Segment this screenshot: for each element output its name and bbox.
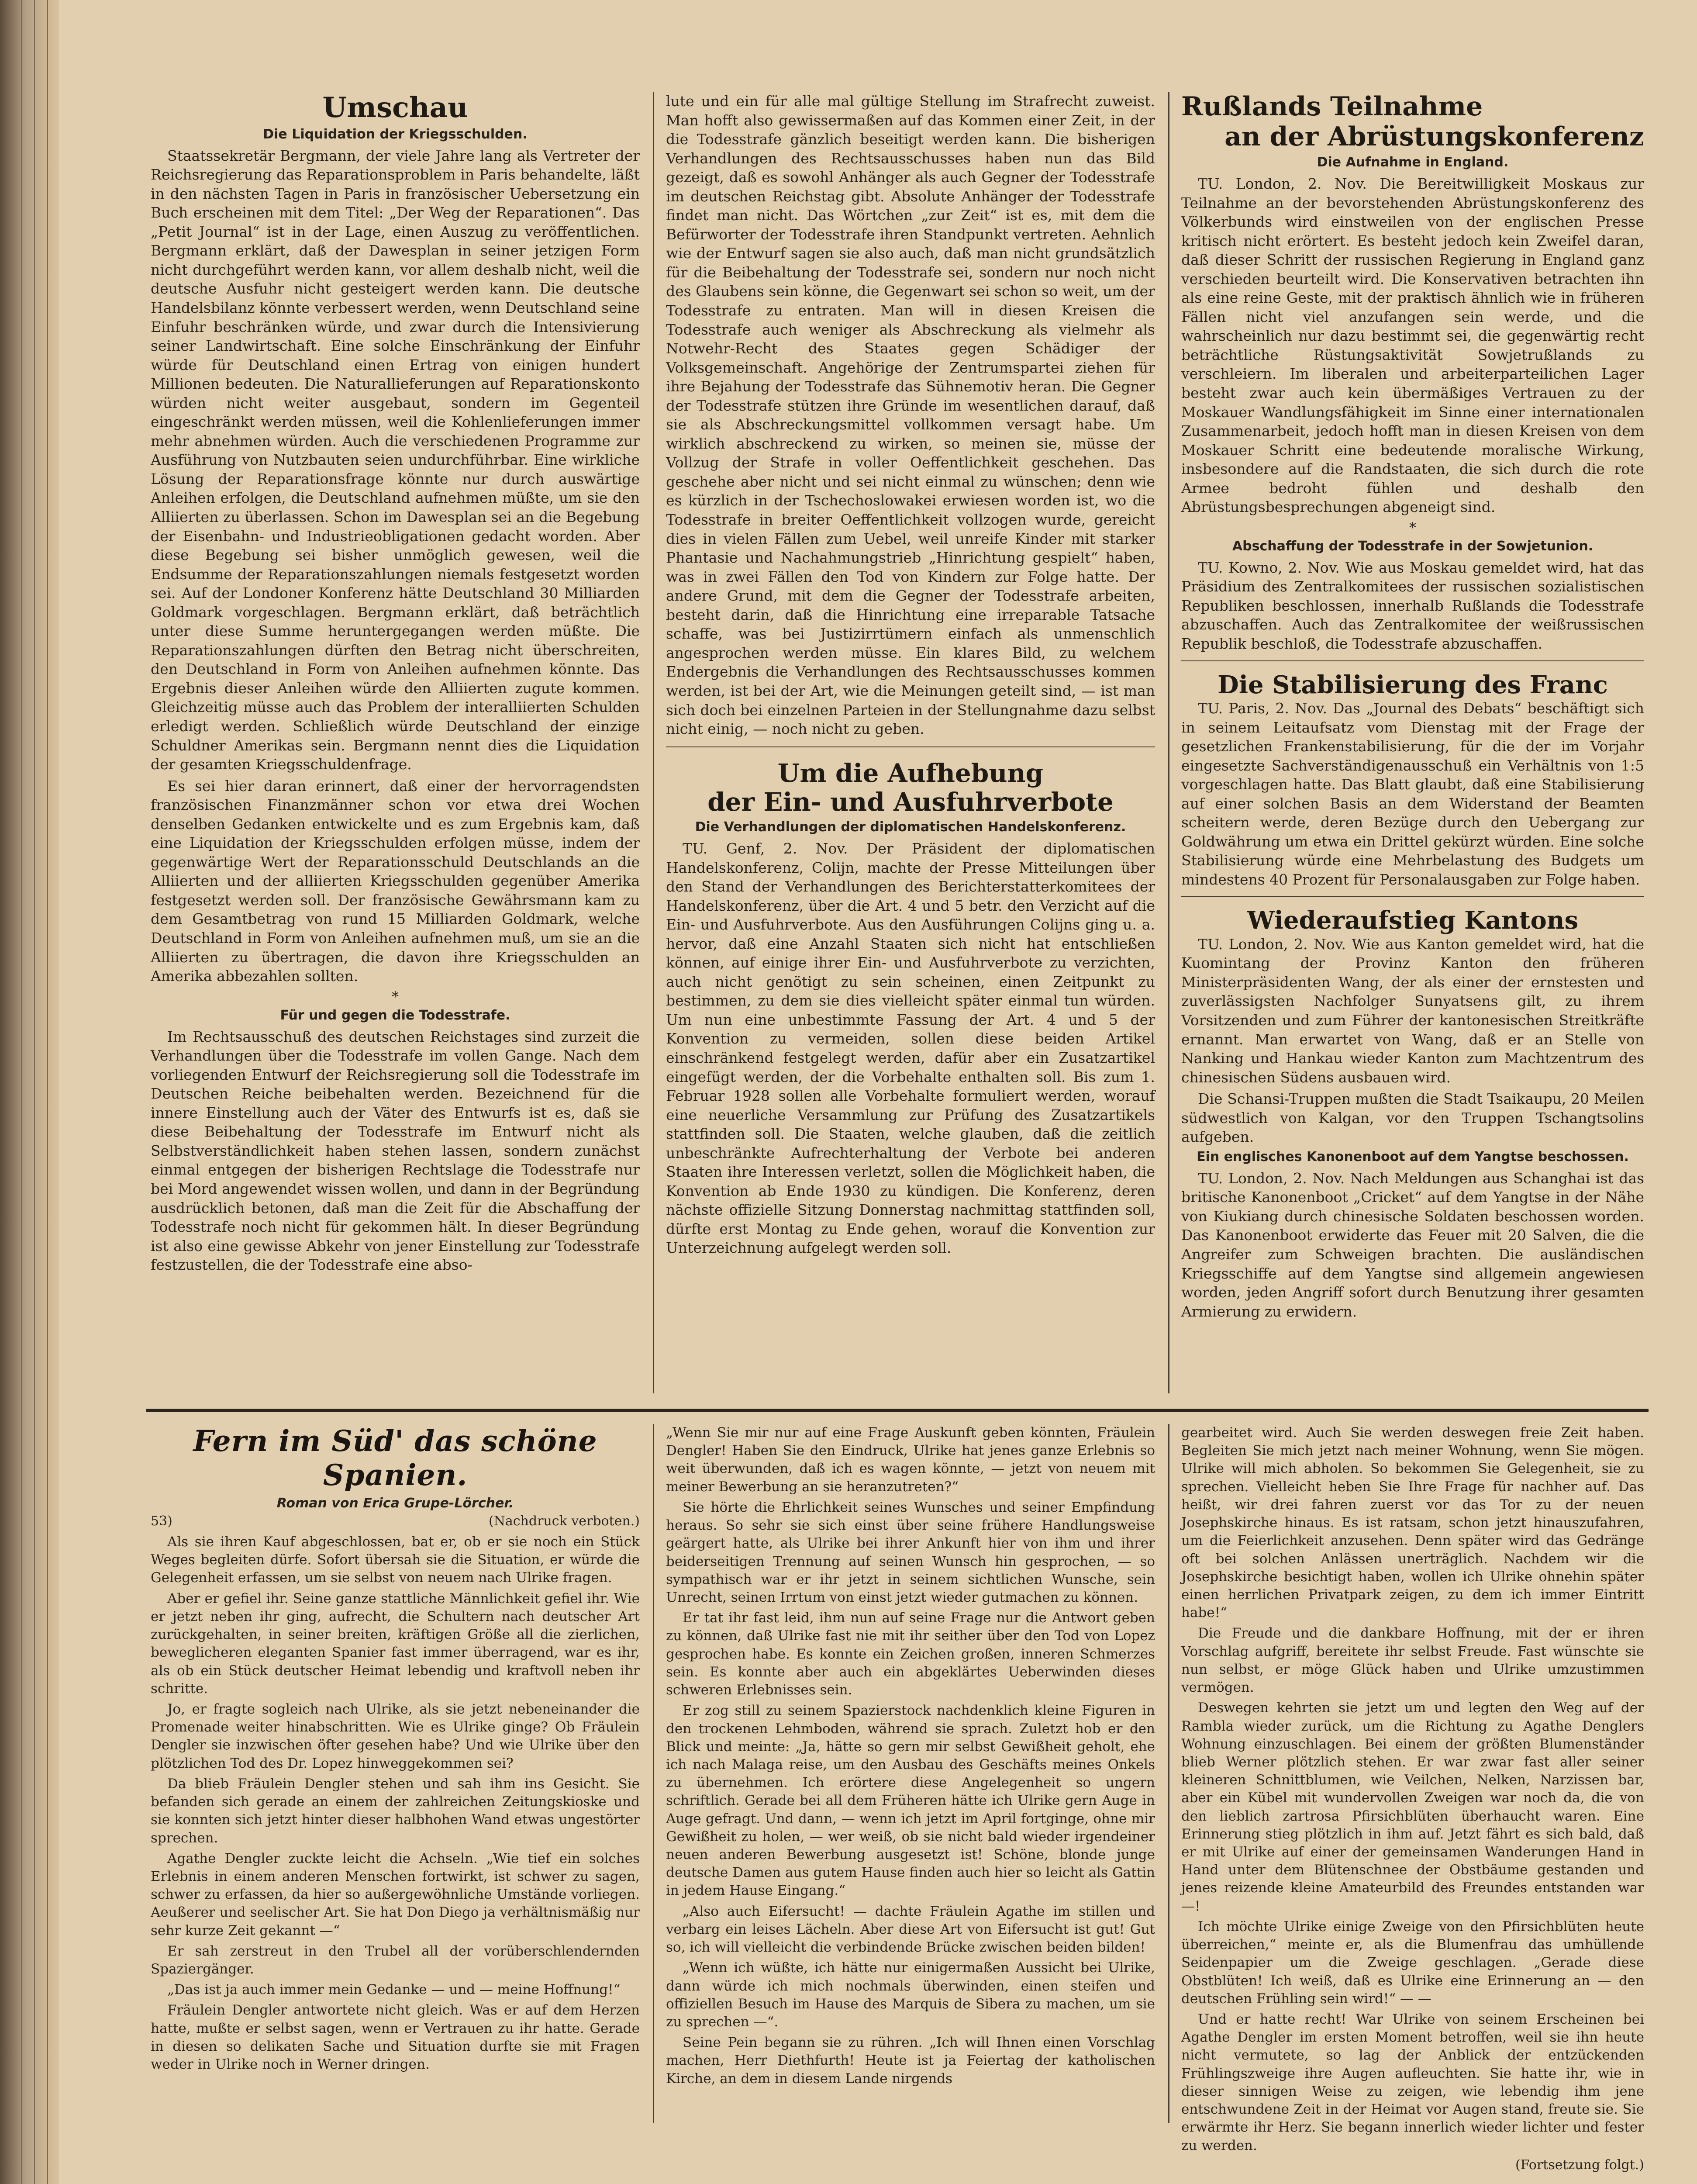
article-paragraph: Die Schansi-Truppen mußten die Stadt Tsaikaupu, 20 Meilen südwestlich von Kalgan, vor den Truppen Tschangtsolins aufgeben. xyxy=(1181,1090,1644,1146)
column-roman-3 xyxy=(1181,1424,1644,2173)
column-rule xyxy=(653,1424,654,2123)
column-umschau xyxy=(151,92,640,1402)
roman-paragraph: „Also auch Eifersucht! — dachte Fräulein Agathe im stillen und verbarg ein leises Lächeln. Aber diese Art von Eifersucht ist gut! Gut so, ich will vielleicht die verbindende Brücke zwischen beiden bilden! xyxy=(666,1903,1155,1956)
page-edge xyxy=(34,0,35,2184)
headline-ausfuhrverbote-line1: Um die Aufhebung xyxy=(777,758,1044,788)
subheadline-england: Die Aufnahme in England. xyxy=(1317,155,1509,170)
section-rule xyxy=(1181,660,1644,661)
page-edge xyxy=(47,0,48,2184)
roman-paragraph: Fräulein Dengler antwortete nicht gleich. Was er auf dem Herzen hatte, mußte er selbst sagen, wenn er Vertrauen zu ihr hatte. Gerade in diesen so delikaten Sache und Situation durfte sie mit Fragen weder in Ulrike noch in Werner dringen. xyxy=(151,2002,640,2073)
roman-paragraph: gearbeitet wird. Auch Sie werden deswegen freie Zeit haben. Begleiten Sie mich jetzt nach meiner Wohnung, wenn Sie mögen. Ulrike will mich abholen. So bekommen Sie Gelegenheit, sie zu sprechen. Vielleicht heben Sie Ihre Frage für nachher auf. Das heißt, wir drei fahren zuerst vor das Tor zu der neuen Josephskirche hinaus. Es ist ratsam, schon jetzt hinauszufahren, um die Feierlichkeit anzusehen. Denn später wird das Gedränge oft bei solchen Anlässen unerträglich. Nachdem wir die Josephskirche besichtigt haben, wollen ich Ulrike ohnehin später einen herrlichen Privatpark zeigen, zu dem ich immer Eintritt habe!“ xyxy=(1181,1425,1644,1621)
roman-paragraph: Er zog still zu seinem Spazierstock nachdenklich kleine Figuren in den trockenen Lehmboden, während sie sprach. Zuletzt hob er den Blick und meinte: „Ja, hätte so gern mir selbst Gewißheit geholt, ehe ich nach Malaga reise, um den Ausbau des Geschäfts meines Onkels zu übernehmen. Ich erörtere diese Angelegenheit so ungern schriftlich. Gerade bei all dem Früheren hätte ich Ulrike gern Auge in Auge gefragt. Und dann, — wenn ich jetzt im April fortginge, ohne mir Gewißheit zu holen, — wer weiß, ob sie nicht bald wieder irgendeiner neuen anderen Bewerbung ausgesetzt ist! Schöne, blonde junge deutsche Damen aus gutem Hause finden auch hier so leicht als Gattin in jedem Hause Eingang.“ xyxy=(666,1703,1155,1899)
roman-paragraph: „Das ist ja auch immer mein Gedanke — und — meine Hoffnung!“ xyxy=(167,1982,621,1998)
roman-paragraph: Aber er gefiel ihr. Seine ganze stattliche Männlichkeit gefiel ihr. Wie er jetzt neben ihr ging, aufrecht, die Schultern nach deutscher Art zurückgehalten, in seiner breiten, kräftigen Größe all die zierlichen, beweglicheren eleganten Spanier fast immer überragend, war es ihr, als ob ein Stück deutscher Heimat lebendig und kraftvoll neben ihr schritte. xyxy=(151,1590,640,1697)
article-paragraph: Staatssekretär Bergmann, der viele Jahre lang als Vertreter der Reichsregierung das Reparationsproblem in Paris behandelte, läßt in den nächsten Tagen in Paris in französischer Uebersetzung ein Buch erscheinen mit dem Titel: „Der Weg der Reparationen“. Das „Petit Journal“ ist in der Lage, einen Auszug zu veröffentlichen. Bergmann erklärt, daß der Dawesplan in seiner jetzigen Form nicht durchgeführt werden kann, vor allem deshalb nicht, weil die deutsche Ausfuhr nicht gesteigert werden kann. Die deutsche Handelsbilanz könnte verbessert werden, wenn Deutschland seine Einfuhr beschränken würde, und zwar durch die Intensivierung seiner Landwirtschaft. Eine solche Einschränkung der Einfuhr würde für Deutschland einen Ertrag von einigen hundert Millionen bedeuten. Die Naturallieferungen auf Reparationskonto würden nicht weiter ausgebaut, sondern im Gegenteil eingeschränkt werden müssen, weil die Kohlenlieferungen immer mehr abnehmen würden. Auch die verschiedenen Programme zur Ausführung von Nutzbauten seien undurchführbar. Eine wirkliche Lösung der Reparationsfrage könnte nur durch auswärtige Anleihen erfolgen, die Deutschland aufnehmen müßte, um sie den Alliierten zu überlassen. Schon im Dawesplan sei an die Begebung der Eisenbahn- und Industrieobligationen gedacht worden. Aber diese Begebung sei bisher unmöglich gewesen, weil die Endsumme der Reparationszahlungen niemals festgesetzt worden sei. Auf der Londoner Konferenz hätte Deutschland 30 Milliarden Goldmark vorgeschlagen. Bergmann erklärt, daß beträchtlich unter diese Summe heruntergegangen werden müßte. Die Reparationszahlungen dürften den Betrag nicht überschreiten, den Deutschland in Form von Anleihen aufnehmen könnte. Das Ergebnis dieser Anleihen würde den Alliierten zugute kommen. Gleichzeitig müsse auch das Problem der interalliierten Schulden erledigt werden. Schließlich würde Deutschland der einzige Schuldner Amerikas sein. Bergmann nennt dies die Liquidation der gesamten Kriegsschuldenfrage. xyxy=(151,147,640,773)
headline-ausfuhrverbote-line2: der Ein- und Ausfuhrverbote xyxy=(707,787,1114,817)
roman-author: Roman von Erica Grupe-Lörcher. xyxy=(276,1496,514,1511)
roman-paragraph: Er sah zerstreut in den Trubel all der vorüberschlendernden Spaziergänger. xyxy=(151,1943,640,1977)
separator-star: * xyxy=(1409,519,1416,536)
article-paragraph: lute und ein für alle mal gültige Stellung im Strafrecht zuweist. Man hofft also gewissermaßen auf das Kommen einer Zeit, in der die Todesstrafe gänzlich beseitigt werden kann. Die bisherigen Verhandlungen des Rechtsausschusses haben nun das Bild gezeigt, daß es sowohl Anhänger als auch Gegner der Todesstrafe im deutschen Reichstag gibt. Absolute Anhänger der Todesstrafe findet man nicht. Das Wörtchen „zur Zeit“ ist es, mit dem die Befürworter der Todesstrafe ihren Standpunkt vertreten. Aehnlich wie der Entwurf sagen sie also auch, daß man nicht grundsätzlich für die Beibehaltung der Todesstrafe sei, sondern nur noch nicht des Glaubens sein könne, die Gegenwart sei schon so weit, um der Todesstrafe zu entraten. Man will in diesen Kreisen die Todesstrafe auch weniger als Abschreckung als vielmehr als Notwehr-Recht des Staates gegen Schädiger der Volksgemeinschaft. Angehörige der Zentrumspartei ziehen für ihre Bejahung der Todesstrafe das Sühnemotiv heran. Die Gegner der Todesstrafe stützen ihre Gründe im wesentlichen darauf, daß sie als Abschreckungsmittel vollkommen versagt habe. Um wirklich abschreckend zu wirken, so meinen sie, müsse der Vollzug der Strafe in voller Oeffentlichkeit geschehen. Das geschehe aber nicht und sei nicht einmal zu wünschen; denn wie es kürzlich in der Tschechoslowakei erwiesen worden ist, wo die Todesstrafe in breiter Oeffentlichkeit vollzogen wurde, gereicht dies in vielen Fällen zum Uebel, weil unreife Kinder mit starker Phantasie und Nachahmungstrieb „Hinrichtung gespielt“ haben, was in zwei Fällen den Tod von Kindern zur Folge hatte. Der andere Grund, mit dem die Gegner der Todesstrafe arbeiten, besteht darin, daß die Hinrichtung eine irreparable Tatsache schaffe, was bei Justizirrtümern einfach als unmenschlich angesprochen werden müsse. Ein klares Bild, zu welchem Endergebnis die Verhandlungen des Rechtsausschusses kommen werden, ist bei der Art, wie die Meinungen geteilt sind, — ist man sich doch bei einzelnen Parteien in der Stellungnahme dazu selbst nicht einig, — noch nicht zu geben. xyxy=(666,93,1155,738)
subheadline-kriegsschulden: Die Liquidation der Kriegsschulden. xyxy=(263,126,528,142)
headline-franc: Die Stabilisierung des Franc xyxy=(1218,670,1608,699)
column-roman-2 xyxy=(666,1424,1155,2123)
roman-paragraph: Seine Pein begann sie zu rühren. „Ich will Ihnen einen Vorschlag machen, Herr Diethfurth! Heute ist ja Feiertag der katholischen Kirche, an dem in diesem Lande nirgends xyxy=(666,2035,1155,2087)
section-rule xyxy=(666,746,1155,747)
headline-russland-line1: Rußlands Teilnahme xyxy=(1181,91,1483,122)
roman-paragraph: Als sie ihren Kauf abgeschlossen, bat er, ob er sie noch ein Stück Weges begleiten dürfe. Sofort übersah sie die Situation, er würde die Gelegenheit erfassen, um sie selbst von neuem nach Ulrike fragen. xyxy=(151,1534,640,1586)
feuilleton-divider xyxy=(146,1409,1649,1412)
roman-paragraph: Die Freude und die dankbare Hoffnung, mit der er ihren Vorschlag aufgriff, bereitete ihr selbst Freude. Fast wünschte sie nun selbst, er möge Glück haben und Ulrike umzustimmen vermögen. xyxy=(1181,1625,1644,1696)
subheadline-kanonenboot: Ein englisches Kanonenboot auf dem Yangtse beschossen. xyxy=(1197,1149,1629,1165)
article-paragraph: TU. London, 2. Nov. Die Bereitwilligkeit Moskaus zur Teilnahme an der bevorstehenden Abrüstungskonferenz des Völkerbunds wird einstweilen von der englischen Presse kritisch nicht erörtert. Es besteht jedoch kein Zweifel daran, daß dieser Schritt der russischen Regierung in England ganz verschieden beurteilt wird. Die Konservativen betrachten ihn als eine reine Geste, mit der praktisch ähnlich wie in früheren Fällen nicht viel anzufangen sein werde, und die wahrscheinlich nur dazu bestimmt sei, die gegenwärtig recht beträchtliche Rüstungsaktivität Sowjetrußlands zu verschleiern. Im liberalen und arbeiterparteilichen Lager besteht zwar auch kein übermäßiges Vertrauen zu der Moskauer Wandlungsfähigkeit im Sinne einer internationalen Zusammenarbeit, jedoch hofft man in diesen Kreisen von dem Moskauer Schritt eine bedeutende moralische Wirkung, insbesondere auf die Randstaaten, die sich durch die rote Armee bedroht fühlen und deshalb den Abrüstungsbesprechungen abgeneigt sind. xyxy=(1181,175,1644,516)
roman-paragraph: Deswegen kehrten sie jetzt um und legten den Weg auf der Rambla wieder zurück, um die Richtung zu Agathe Denglers Wohnung einzuschlagen. Bei einem der größten Blumenständer blieb Werner plötzlich stehen. Er war zwar fast aller seiner kleineren Schnittblumen, wie Veilchen, Nelken, Narzissen bar, aber ein Kübel mit wundervollen Zweigen war noch da, die von den lieblich zartrosa Pfirsichblüten überhaucht waren. Eine Erinnerung stieg plötzlich in ihm auf. Jetzt fährt es sich bald, daß er mit Ulrike auf einer der gemeinsamen Wanderungen Hand in Hand unter dem Blütenschnee der Obstbäume gestanden und jenes reizende kleine Amateurbild des Freundes entstanden war —! xyxy=(1181,1700,1644,1914)
subheadline-sowjetunion: Abschaffung der Todesstrafe in der Sowjetunion. xyxy=(1232,538,1594,554)
article-paragraph: TU. London, 2. Nov. Wie aus Kanton gemeldet wird, hat die Kuomintang der Provinz Kanton den früheren Ministerpräsidenten Wang, der als einer der ernstesten und zuverlässigsten Nachfolger Sunyatsens gilt, zu ihrem Vorsitzenden und zum Führer der kantonesischen Streitkräfte ernannt. Man erwartet von Wang, daß er an Stelle von Nanking und Hankau wieder Kanton zum Machtzentrum des chinesischen Südens ausbauen wird. xyxy=(1181,935,1644,1086)
copyright-note: (Nachdruck verboten.) xyxy=(488,1514,640,1529)
headline-russland-line2: an der Abrüstungskonferenz xyxy=(1224,121,1644,152)
subheadline-todesstrafe: Für und gegen die Todesstrafe. xyxy=(280,1007,510,1023)
roman-paragraph: Jo, er fragte sogleich nach Ulrike, als sie jetzt nebeneinander die Promenade weiter hinabschritten. Wie es Ulrike ginge? Ob Fräulein Dengler sie inzwischen öfter gesehen habe? Und wie Ulrike über den plötzlichen Tod des Dr. Lopez hinweggekommen sei? xyxy=(151,1701,640,1771)
newspaper-page xyxy=(59,0,1697,2184)
roman-paragraph: Und er hatte recht! War Ulrike von seinem Erscheinen bei Agathe Dengler im ersten Moment betroffen, weil sie ihn heute nicht vermutete, so lag der Anblick der entzückenden Frühlingszweige ihre Augen aufleuchten. Sie hatte ihr, wie in dieser sinnigen Weise zu zeigen, wie lebendig ihm jene entschwundene Zeit in der Heimat vor Augen stand, freute sie. Sie erwärmte ihr Herz. Sie begann innerlich wieder lichter und fester zu werden. xyxy=(1181,2011,1644,2153)
column-rule xyxy=(1168,92,1169,1393)
article-paragraph: TU. Genf, 2. Nov. Der Präsident der diplomatischen Handelskonferenz, Colijn, machte der Presse Mitteilungen über den Stand der Verhandlungen des Berichterstatterkomitees der Handelskonferenz, über die Art. 4 und 5 betr. den Verzicht auf die Ein- und Ausfuhrverbote. Aus den Ausführungen Colijns ging u. a. hervor, daß eine Anzahl Staaten sich nicht hat entschließen können, auf einige ihrer Ein- und Ausfuhrverbote zu verzichten, auch nicht genötigt zu sein scheinen, einen Zeitpunkt zu bestimmen, zu dem sie dies vielleicht später einmal tun würden. Um nun eine unbestimmte Fassung der Art. 4 und 5 der Konvention zu vermeiden, sollen diese beiden Artikel einschränkend festgelegt werden, dafür aber ein Zusatzartikel eingefügt werden, der die Vorbehalte enthalten soll. Bis zum 1. Februar 1928 sollen alle Vorbehalte formuliert werden, worauf eine neuerliche Versammlung zur Prüfung des Zusatzartikels stattfinden soll. Die Staaten, welche glauben, daß die zeitlich unbeschränkte Aufrechterhaltung der Verbote bei anderen Staaten ihre Interessen verletzt, sollen die Möglichkeit haben, die Konvention ab Ende 1930 zu kündigen. Die Konferenz, deren nächste offizielle Sitzung Donnerstag nachmittag stattfinden soll, dürfte erst Montag zu Ende gehen, worauf die Konvention zur Unterzeichnung aufgelegt werden soll. xyxy=(666,840,1155,1257)
continuation-note: (Fortsetzung folgt.) xyxy=(1515,2157,1644,2173)
roman-paragraph: Sie hörte die Ehrlichkeit seines Wunsches und seiner Empfindung heraus. So sehr sie sich einst über seine frühere Handlungsweise geärgert hatte, als Ulrike bei ihrer Ankunft hier von ihm und ihrer beiderseitigen Trennung auf seinen Wunsch hin gesprochen, — so sympathisch war er ihr jetzt in seinem sichtlichen Wunsche, sein Unrecht, seinen Irrtum von einst jetzt wieder gutmachen zu können. xyxy=(666,1499,1155,1605)
column-rule xyxy=(653,92,654,1393)
roman-paragraph: „Wenn ich wüßte, ich hätte nur einigermaßen Aussicht bei Ulrike, dann würde ich mich nochmals überwinden, einen steifen und offiziellen Besuch im Hause des Marquis de Sibera zu machen, um sie zu sprechen —“. xyxy=(666,1960,1155,2030)
column-right xyxy=(1181,92,1644,1402)
roman-meta xyxy=(151,1514,640,1529)
roman-paragraph: Da blieb Fräulein Dengler stehen und sah ihm ins Gesicht. Sie befanden sich gerade an einem der zahlreichen Zeitungskioske und sie konnten sich jetzt hinter dieser halbhohen Wand etwas ungestörter sprechen. xyxy=(151,1776,640,1846)
installment-number: 53) xyxy=(151,1514,172,1529)
roman-paragraph: „Wenn Sie mir nur auf eine Frage Auskunft geben könnten, Fräulein Dengler! Haben Sie den Eindruck, Ulrike hat jenes ganze Erlebnis so weit überwunden, daß ich es wagen könnte, — jetzt von neuem mit meiner Bewerbung an sie heranzutreten?“ xyxy=(666,1425,1155,1495)
article-paragraph: TU. Paris, 2. Nov. Das „Journal des Debats“ beschäftigt sich in seinem Leitaufsatz vom Dienstag mit der Frage der gesetzlichen Frankenstabilisierung, für die der im Vorjahr eingesetzte Sachverständigenausschuß ein Verhältnis von 1:5 vorgeschlagen hatte. Das Blatt glaubt, daß eine Stabilisierung auf einer solchen Basis an dem Widerstand der Beamten scheitern werde, deren Bezüge durch den Uebergang zur Goldwährung um etwa ein Drittel gekürzt würden. Eine solche Stabilisierung würde eine Mehrbelastung des Budgets um mindestens 40 Prozent für Personalausgaben zur Folge haben. xyxy=(1181,699,1644,888)
column-middle xyxy=(666,92,1155,1402)
article-paragraph: Es sei hier daran erinnert, daß einer der hervorragendsten französischen Finanzmänner schon vor etwa drei Wochen denselben Gedanken entwickelte und es zum Ergebnis kam, daß eine Liquidation der Kriegsschulden erfolgen müsse, indem der gegenwärtige Wert der Reparationsschuld Deutschlands an die Alliierten und der alliierten Kriegsschulden gegenüber Amerika festgesetzt werden soll. Der französische Gewährsmann kam zu dem Gesamtbetrag von rund 15 Milliarden Goldmark, welche Deutschland in Form von Anleihen aufnehmen muß, um sie an die Alliierten zu übertragen, die davon ihre Kriegsschulden an Amerika abbezahlen sollten. xyxy=(151,777,640,985)
headline-kanton: Wiederaufstieg Kantons xyxy=(1247,906,1579,935)
article-paragraph: TU. London, 2. Nov. Nach Meldungen aus Schanghai ist das britische Kanonenboot „Cricket“ auf dem Yangtse in der Nähe von Kiukiang durch chinesische Soldaten beschossen worden. Das Kanonenboot erwiderte das Feuer mit 20 Salven, die die Angreifer zum Schweigen brachten. Die ausländischen Kriegsschiffe auf dem Yangtse sind allgemein angewiesen worden, jeden Angriff sofort durch Benutzung ihrer gesamten Armierung zu erwidern. xyxy=(1181,1169,1644,1320)
roman-paragraph: Ich möchte Ulrike einige Zweige von den Pfirsichblüten heute überreichen,“ meinte er, als die Blumenfrau das umhüllende Seidenpapier um die Zweige geschlagen. „Gerade diese Obstblüten! Ich weiß, daß es Ulrike eine Erinnerung an — den deutschen Frühling sein wird!“ — — xyxy=(1181,1918,1644,2007)
headline-umschau: Umschau xyxy=(322,91,468,124)
article-paragraph: Im Rechtsausschuß des deutschen Reichstages sind zurzeit die Verhandlungen über die Todesstrafe im vollen Gange. Nach dem vorliegenden Entwurf der Reichsregierung soll die Todesstrafe im Deutschen Reiche beibehalten werden. Bezeichnend für die innere Einstellung auch der Väter des Entwurfs ist es, daß sie diese Beibehaltung der Todesstrafe im Entwurf nicht als Selbstverständlichkeit haben stehen lassen, sondern zunächst einmal entgegen der bisherigen Rechtslage die Todesstrafe nur bei Mord angewendet wissen wollen, und dann in der Begründung ausdrücklich betonen, daß man die Zeit für die Abschaffung der Todesstrafe noch nicht für gekommen hält. In dieser Begründung ist also eine gewisse Abkehr von jener Einstellung zur Todesstrafe festzustellen, die der Todesstrafe eine abso- xyxy=(151,1028,640,1274)
roman-title: Fern im Süd' das schöne Spanien. xyxy=(193,1424,597,1492)
roman-paragraph: Agathe Dengler zuckte leicht die Achseln. „Wie tief ein solches Erlebnis in einem anderen Menschen fortwirkt, ist schwer zu sagen, schwer zu erfassen, da hier so außergewöhnliche Umstände vorliegen. Aeußerer und seelischer Art. Sie hat Don Diego ja verhältnismäßig nur sehr kurze Zeit gekannt —“ xyxy=(151,1850,640,1939)
book-binding xyxy=(0,0,59,2184)
column-roman-1 xyxy=(151,1424,640,2123)
section-rule xyxy=(1181,896,1644,897)
separator-star: * xyxy=(392,988,399,1005)
roman-paragraph: Er tat ihr fast leid, ihm nun auf seine Frage nur die Antwort geben zu können, daß Ulrike fast nie mit ihr seither über den Tod von Lopez gesprochen habe. Es konnte ein Zeichen großen, inneren Schmerzes sein. Es konnte aber auch ein abgeklärtes Ueberwinden dieses schweren Erlebnisses sein. xyxy=(666,1610,1155,1698)
column-rule xyxy=(1168,1424,1169,2123)
subheadline-handelskonferenz: Die Verhandlungen der diplomatischen Handelskonferenz. xyxy=(695,819,1126,835)
page-edge xyxy=(21,0,22,2184)
article-paragraph: TU. Kowno, 2. Nov. Wie aus Moskau gemeldet wird, hat das Präsidium des Zentralkomitees der russischen sozialistischen Republiken beschlossen, innerhalb Rußlands die Todesstrafe abzuschaffen. Auch das Zentralkomitee der weißrussischen Republik beschloß, die Todesstrafe abzuschaffen. xyxy=(1181,559,1644,653)
